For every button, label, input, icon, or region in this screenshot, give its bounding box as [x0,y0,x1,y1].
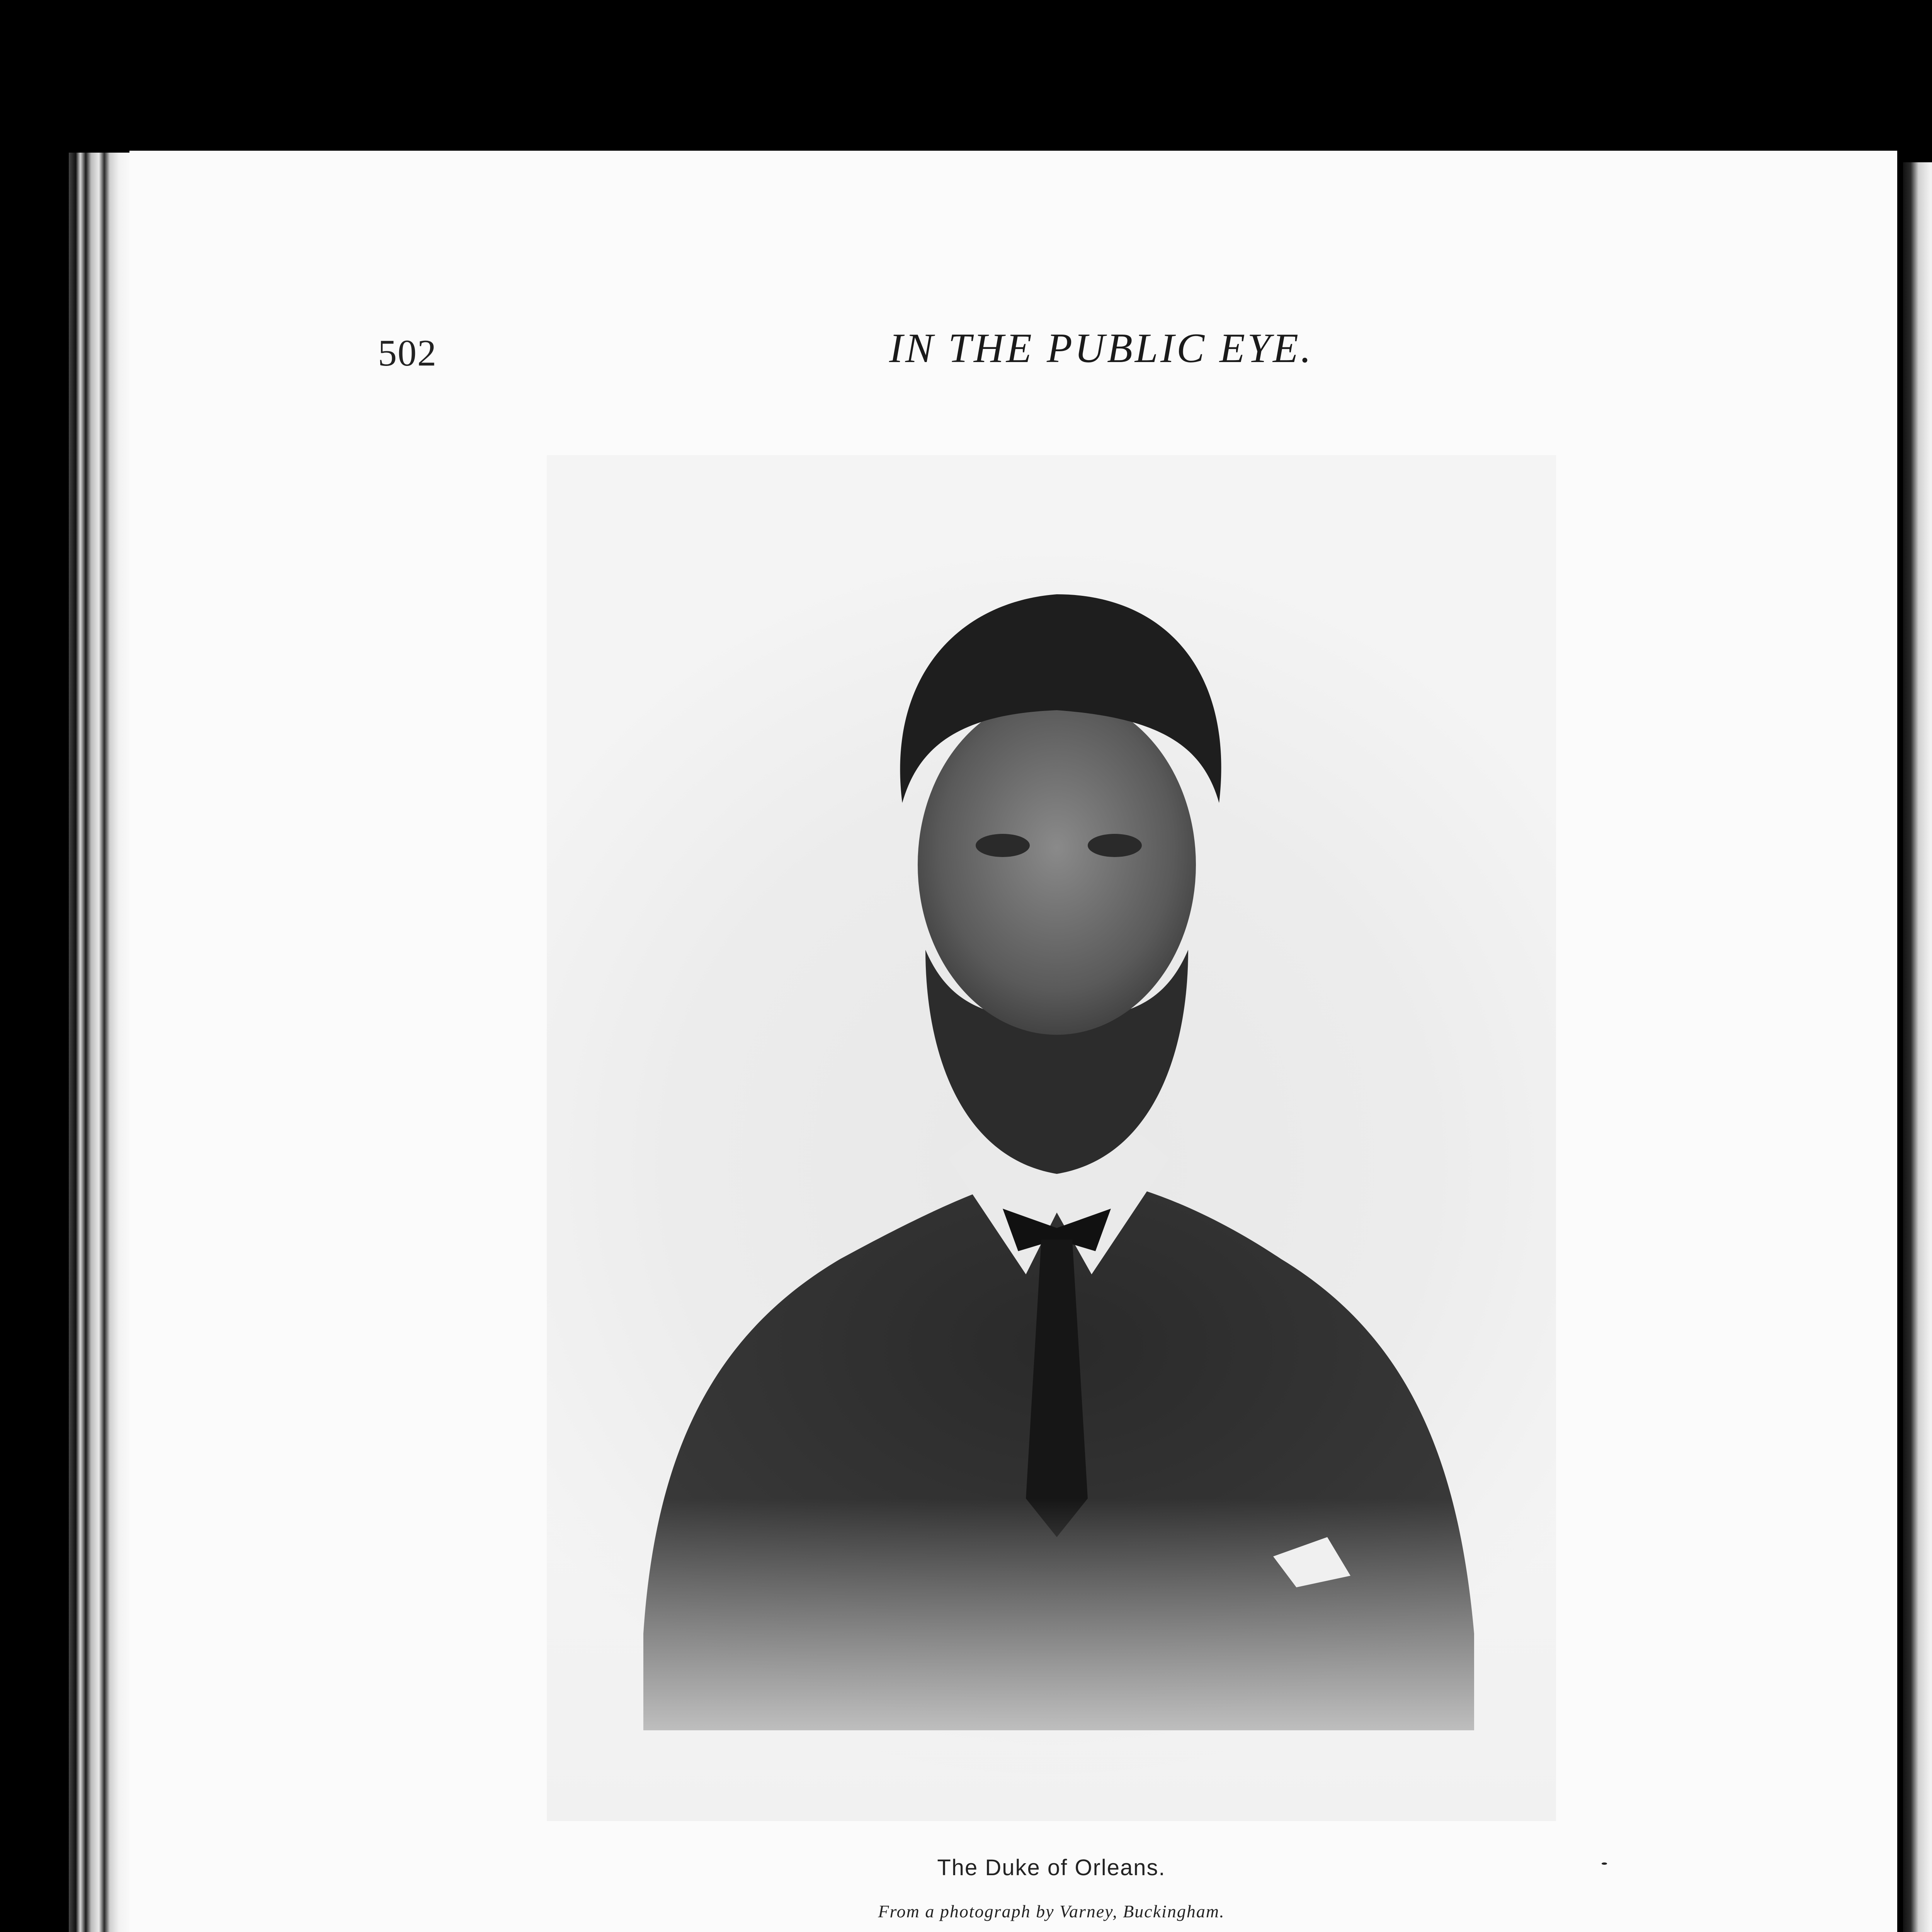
portrait-figure [547,455,1556,1821]
photo-credit: From a photograph by Varney, Buckingham. [878,1901,1225,1921]
page-number: 502 [378,332,437,374]
book-binding [69,153,131,1932]
print-speck [1602,1862,1607,1865]
adjacent-page-edge [1903,162,1932,1932]
face [918,695,1196,1035]
portrait-photograph [547,455,1556,1821]
running-head: IN THE PUBLIC EYE. [889,325,1314,371]
plate-caption: The Duke of Orleans. [937,1855,1166,1880]
